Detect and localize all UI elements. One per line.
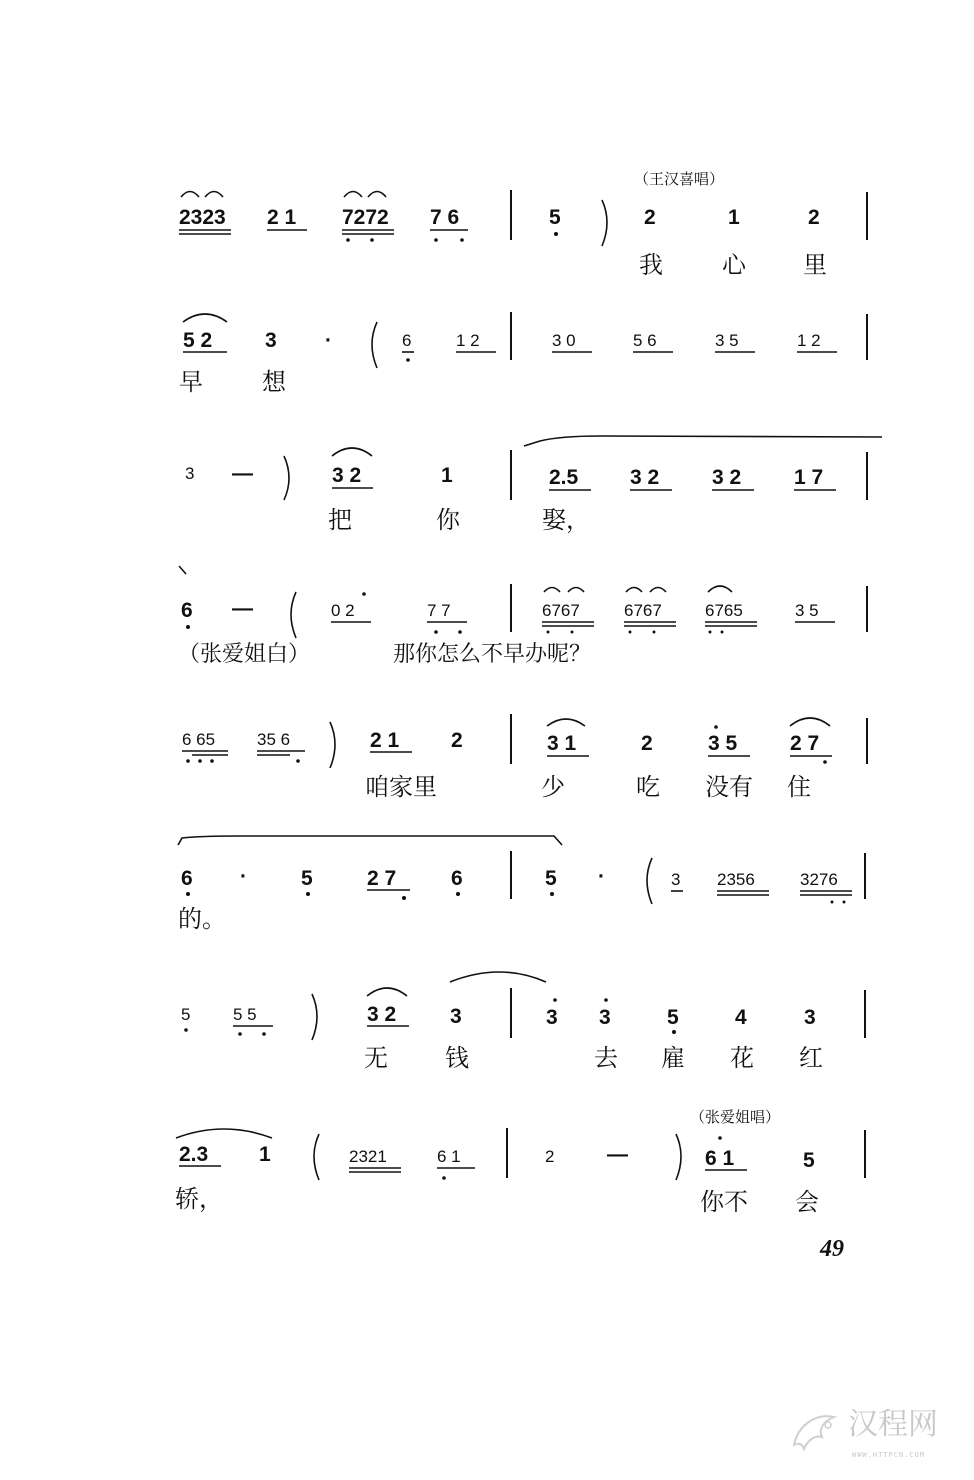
note: 1 xyxy=(441,464,453,487)
note: 6 xyxy=(402,331,412,350)
note: 4 xyxy=(735,1006,747,1029)
note: 2 7 xyxy=(367,867,397,890)
lyric: 少 xyxy=(541,773,565,801)
note: 3 xyxy=(599,1006,611,1029)
note: 3 5 xyxy=(708,732,738,755)
lyric: 雇 xyxy=(661,1044,685,1072)
note: 3 xyxy=(450,1005,462,1028)
spoken-line: 那你怎么不早办呢？ xyxy=(393,642,592,667)
note: 1 2 xyxy=(456,331,480,350)
note: 3 2 xyxy=(712,466,742,489)
dash-extension: — xyxy=(607,1143,628,1166)
note: 1 xyxy=(728,206,740,229)
dash-extension: — xyxy=(232,462,253,485)
lyric: 红 xyxy=(799,1044,823,1072)
note: 5 6 xyxy=(633,331,657,350)
page-number: 49 xyxy=(820,1236,844,1262)
lyric: 无 xyxy=(364,1044,388,1072)
lyric: 花 xyxy=(730,1044,754,1072)
note: 5 xyxy=(545,867,557,890)
lyric: 住 xyxy=(787,773,811,801)
note: 5 xyxy=(181,1005,191,1024)
note: 2.3 xyxy=(179,1143,209,1166)
note: 2 1 xyxy=(370,729,400,752)
note: 3 5 xyxy=(715,331,739,350)
note: 3 xyxy=(185,464,195,483)
note: 2356 xyxy=(717,870,755,889)
lyric: 咱家里 xyxy=(365,773,437,801)
lyric: 我 xyxy=(639,251,663,279)
lyric: 你不 xyxy=(700,1188,748,1216)
note: 3 2 xyxy=(630,466,660,489)
note: 2 xyxy=(451,729,463,752)
note: 3 xyxy=(546,1006,558,1029)
note: 6767 xyxy=(542,601,580,620)
dot-extension: · xyxy=(598,865,605,888)
dash-extension: — xyxy=(232,597,253,620)
note: 3 0 xyxy=(552,331,576,350)
watermark-site: WWW.HTTPCN.COM xyxy=(852,1451,926,1459)
note: 3 2 xyxy=(332,464,362,487)
note: 6767 xyxy=(624,601,662,620)
note: 2321 xyxy=(349,1147,387,1166)
note: 1 7 xyxy=(794,466,824,489)
note: 3 2 xyxy=(367,1003,397,1026)
note: 35 6 xyxy=(257,730,291,749)
dot-extension: · xyxy=(240,865,247,888)
lyric: 把 xyxy=(328,506,352,534)
note: 5 xyxy=(549,206,561,229)
note: 7272 xyxy=(342,206,389,229)
note: 2 xyxy=(644,206,656,229)
note: 5 5 xyxy=(233,1005,257,1024)
note: 2 1 xyxy=(267,206,297,229)
note: 3 1 xyxy=(547,732,577,755)
note: 7 7 xyxy=(427,601,451,620)
note: 6 1 xyxy=(437,1147,461,1166)
lyric: 钱 xyxy=(445,1044,469,1072)
note: 5 xyxy=(301,867,313,890)
note: 2 xyxy=(808,206,820,229)
note: 2.5 xyxy=(549,466,579,489)
note: 2 7 xyxy=(790,732,820,755)
note: 6 xyxy=(451,867,463,890)
note: 3 xyxy=(804,1006,816,1029)
lyric: 想 xyxy=(262,368,286,396)
lyric: 去 xyxy=(594,1044,618,1072)
note: 6 65 xyxy=(182,730,216,749)
lyric: 你 xyxy=(436,506,460,534)
lyric: 吃 xyxy=(636,773,660,801)
lyric: 会 xyxy=(795,1188,819,1216)
note: 6 xyxy=(181,599,193,622)
lyric: 的。 xyxy=(178,905,226,933)
singer-annotation: （王汉喜唱） xyxy=(634,170,725,188)
dot-extension: · xyxy=(325,329,332,352)
note: 1 2 xyxy=(797,331,821,350)
note: 6 1 xyxy=(705,1147,735,1170)
note: 5 xyxy=(803,1149,815,1172)
note: 3 xyxy=(265,329,277,352)
note: 7 6 xyxy=(430,206,460,229)
lyric: 里 xyxy=(803,251,827,279)
note: 5 xyxy=(667,1006,679,1029)
lyric: 没有 xyxy=(705,773,753,801)
note: 0 2 xyxy=(331,601,355,620)
note: 1 xyxy=(259,1143,271,1166)
singer-annotation: （张爱姐唱） xyxy=(690,1108,781,1126)
note: 2 xyxy=(545,1147,555,1166)
note: 2 xyxy=(641,732,653,755)
note: 5 2 xyxy=(183,329,213,352)
note: 6 xyxy=(181,867,193,890)
lyric: 轿， xyxy=(175,1185,223,1213)
note: 6765 xyxy=(705,601,743,620)
note: 3276 xyxy=(800,870,838,889)
watermark-text: 汉程网 xyxy=(848,1407,938,1442)
note: 3 xyxy=(671,870,681,889)
lyric: 早 xyxy=(179,368,203,396)
lyric: 娶， xyxy=(542,506,590,534)
note: 3 5 xyxy=(795,601,819,620)
note: 2323 xyxy=(179,206,226,229)
speaker-annotation: （张爱姐白） xyxy=(178,642,311,667)
lyric: 心 xyxy=(722,251,746,279)
